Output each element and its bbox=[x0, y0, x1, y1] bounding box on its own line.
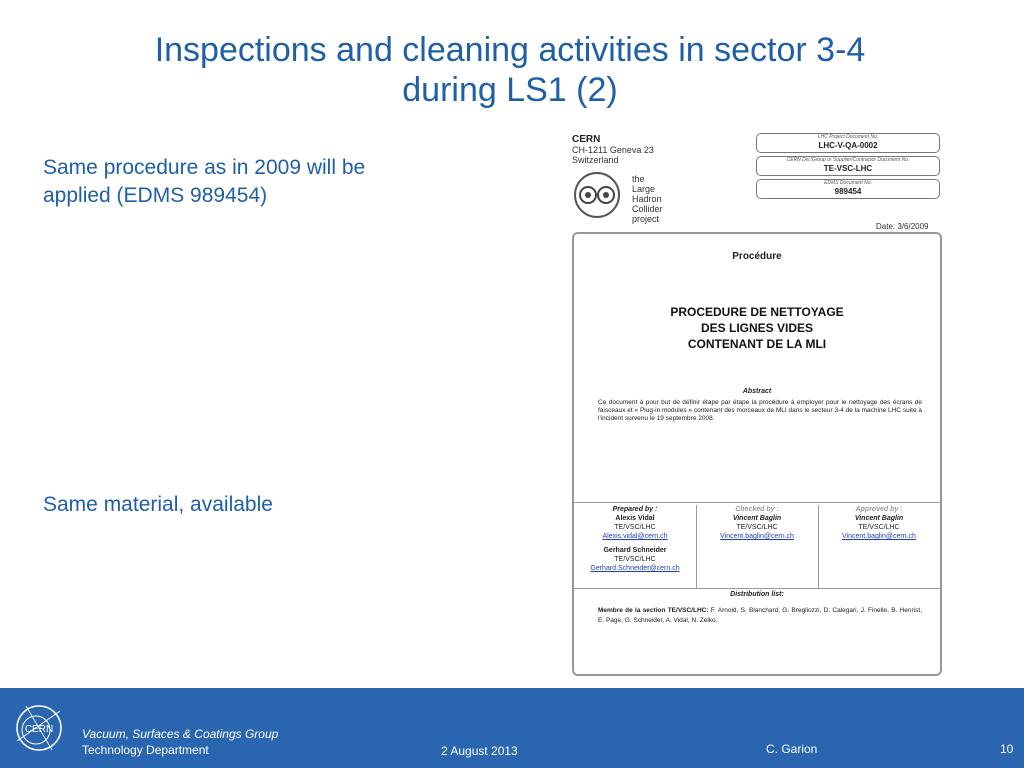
doc-title-line: PROCEDURE DE NETTOYAGE bbox=[670, 305, 844, 319]
lhc-text-line: Large bbox=[632, 184, 656, 194]
distribution-names: F. Arnold, S. Blanchard, G. Bregliozzi, D. Calegari, J. Finelle, B. Henrist, E. Page, G. Schneider, A. Vidal, N. Zelko. bbox=[598, 607, 922, 624]
edms-number-box bbox=[756, 179, 940, 199]
doc-title bbox=[574, 304, 940, 352]
distribution-heading: Distribution list: bbox=[730, 591, 784, 598]
checked-unit: TE/VSC/LHC bbox=[736, 524, 778, 531]
approved-unit: TE/VSC/LHC bbox=[858, 524, 900, 531]
cern-org: CERN bbox=[572, 134, 601, 145]
box-value: 989454 bbox=[834, 187, 862, 196]
checked-email: Vincent.baglin@cern.ch bbox=[720, 533, 794, 540]
table-divider bbox=[574, 588, 940, 589]
box-label: EDMS Document No. bbox=[824, 180, 872, 186]
lhc-text-line: Hadron bbox=[632, 194, 662, 204]
document-frame bbox=[572, 232, 942, 676]
prepared-email: Gerhard.Schneider@cern.ch bbox=[590, 565, 680, 572]
cern-address-1: CH-1211 Geneva 23 bbox=[572, 145, 654, 155]
lhc-project-text bbox=[632, 174, 663, 224]
box-value: TE-VSC-LHC bbox=[823, 164, 873, 173]
doc-title-line: DES LIGNES VIDES bbox=[700, 321, 814, 335]
slide-title bbox=[40, 30, 980, 110]
footer-date: 2 August 2013 bbox=[441, 744, 518, 758]
checked-heading: Checked by : bbox=[735, 506, 779, 513]
cern-header bbox=[572, 134, 654, 165]
cern-logo-icon bbox=[12, 701, 66, 755]
document-date: Date: 3/6/2009 bbox=[876, 222, 929, 231]
prepared-by-cell bbox=[574, 505, 697, 588]
bullet-material: Same material, available bbox=[43, 493, 273, 516]
footer-bar bbox=[0, 688, 1024, 768]
distribution-list bbox=[598, 606, 922, 626]
footer-author: C. Garion bbox=[766, 742, 818, 756]
lhc-text-line: Collider bbox=[632, 204, 663, 214]
prepared-heading: Prepared by : bbox=[612, 506, 658, 513]
prepared-name: Alexis Vidal bbox=[615, 515, 655, 522]
box-label: LHC Project Document No. bbox=[817, 134, 879, 140]
lhc-doc-number-box bbox=[756, 133, 940, 153]
page-number: 10 bbox=[1000, 742, 1014, 756]
abstract-heading: Abstract bbox=[742, 388, 772, 395]
prepared-unit: TE/VSC/LHC bbox=[614, 524, 656, 531]
document-cover-image bbox=[550, 128, 953, 688]
prepared-name: Gerhard Schneider bbox=[603, 547, 667, 554]
approved-name: Vincent Baglin bbox=[854, 515, 904, 522]
prepared-email: Alexis.vidal@cern.ch bbox=[602, 533, 668, 540]
approved-by-cell bbox=[818, 505, 940, 588]
doc-title-line: CONTENANT DE LA MLI bbox=[687, 337, 827, 351]
checked-by-cell bbox=[696, 505, 819, 588]
box-label: CERN Div./Group or Supplier/Contractor Document No. bbox=[786, 157, 910, 163]
cern-logo-text: CERN bbox=[24, 724, 54, 735]
title-line-2: during LS1 (2) bbox=[402, 71, 618, 109]
approved-heading: Approved by : bbox=[855, 506, 903, 513]
lhc-text-line: the bbox=[632, 174, 645, 184]
approved-email: Vincent.baglin@cern.ch bbox=[842, 533, 916, 540]
abstract-text: Ce document à pour but de définir étape par étape la procédure à employer pour le nettoyage des écrans de faisceaux et « Plug-in modules » contenant des morceaux de MLI dans le secteur 3-4 de la machine LHC suite à l'incident survenu le 19 septembre 2008. bbox=[598, 399, 922, 422]
distribution-lead: Membre de la section TE/VSC/LHC: bbox=[598, 607, 709, 614]
lhc-text-line: project bbox=[632, 214, 660, 224]
lhc-project-logo-icon bbox=[572, 168, 622, 222]
bullet-procedure: Same procedure as in 2009 will be applied (EDMS 989454) bbox=[43, 156, 366, 207]
cern-address-2: Switzerland bbox=[572, 155, 619, 165]
footer-department: Technology Department bbox=[82, 743, 209, 757]
doc-type: Procédure bbox=[732, 251, 782, 262]
table-divider bbox=[574, 502, 940, 503]
prepared-unit: TE/VSC/LHC bbox=[614, 556, 656, 563]
title-line-1: Inspections and cleaning activities in sector 3-4 bbox=[154, 31, 866, 69]
footer-group: Vacuum, Surfaces & Coatings Group bbox=[82, 727, 279, 741]
box-value: LHC-V-QA-0002 bbox=[818, 141, 878, 150]
group-doc-number-box bbox=[756, 156, 940, 176]
checked-name: Vincent Baglin bbox=[732, 515, 782, 522]
